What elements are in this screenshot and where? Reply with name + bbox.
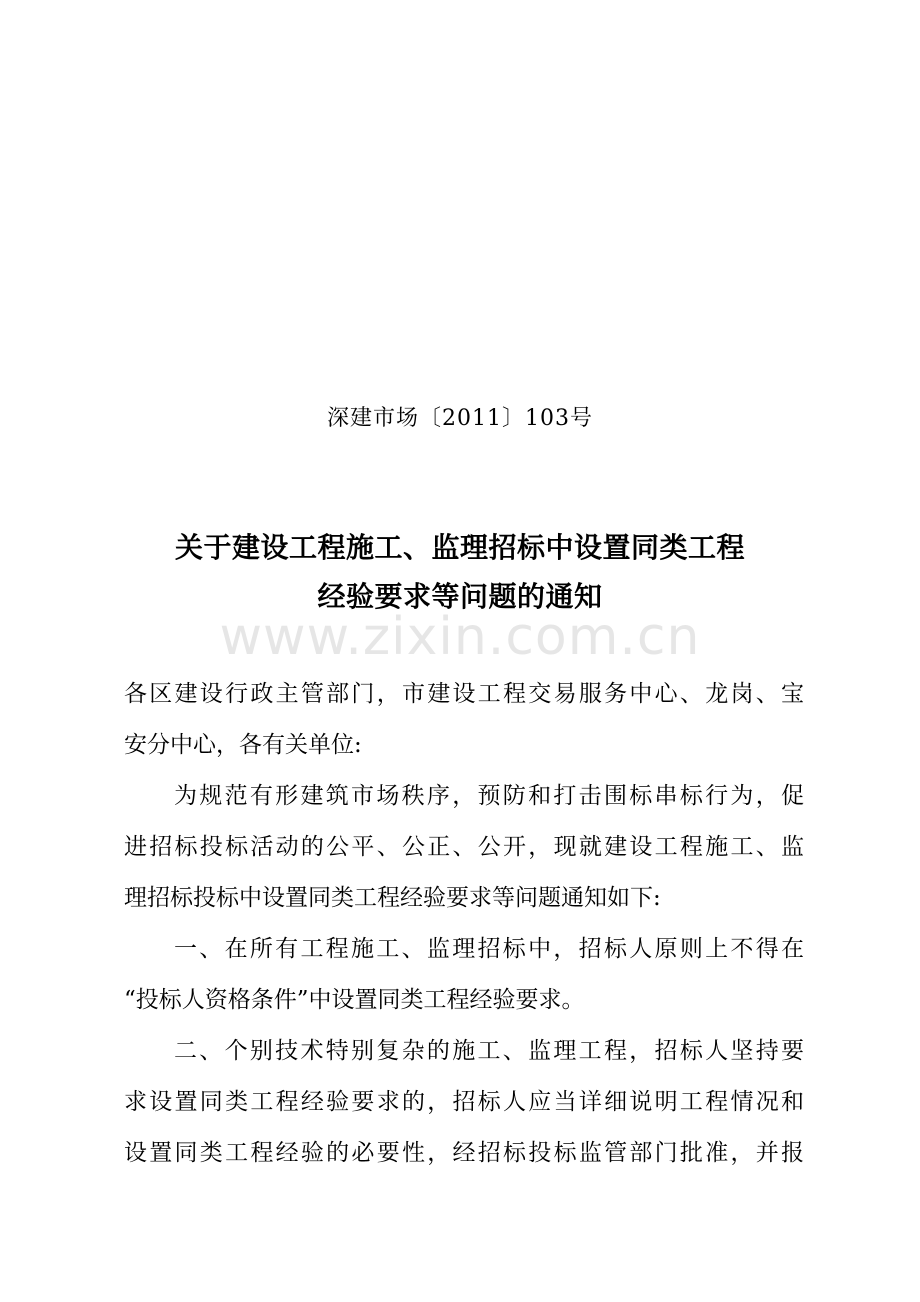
body-line: 求设置同类工程经验要求的，招标人应当详细说明工程情况和 xyxy=(124,1089,804,1115)
body-line: 二、个别技术特别复杂的施工、监理工程，招标人坚持要 xyxy=(174,1038,804,1064)
body-line: 安分中心，各有关单位: xyxy=(124,732,362,758)
body-line: 各区建设行政主管部门，市建设工程交易服务中心、龙岗、宝 xyxy=(124,681,804,707)
watermark: www.zixin.com.cn xyxy=(219,607,701,667)
document-title-line-1: 关于建设工程施工、监理招标中设置同类工程 xyxy=(174,531,745,564)
body-line: 为规范有形建筑市场秩序，预防和打击围标串标行为，促 xyxy=(174,783,804,809)
body-line: “投标人资格条件”中设置同类工程经验要求。 xyxy=(124,987,585,1013)
document-number: 深建市场〔2011〕103号 xyxy=(327,406,593,431)
body-line: 设置同类工程经验的必要性，经招标投标监管部门批准，并报 xyxy=(124,1140,804,1166)
document-title-line-2: 经验要求等问题的通知 xyxy=(317,580,603,613)
document-body xyxy=(124,672,804,1182)
body-line: 进招标投标活动的公平、公正、公开，现就建设工程施工、监 xyxy=(124,834,804,860)
body-line: 一、在所有工程施工、监理招标中，招标人原则上不得在 xyxy=(174,936,804,962)
body-line: 理招标投标中设置同类工程经验要求等问题通知如下: xyxy=(124,885,661,911)
